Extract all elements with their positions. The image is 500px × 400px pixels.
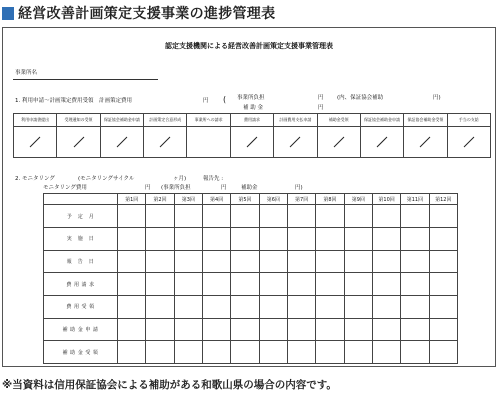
flow-header-cell: 計画費用支払申請 [274, 114, 317, 127]
monitoring-entry-cell[interactable] [316, 341, 344, 364]
monitoring-entry-cell[interactable] [259, 273, 287, 296]
section2-yen1: 円 [145, 185, 151, 191]
section1-business-burden: 事業所負担 [237, 95, 265, 101]
section1-subsidy: 補 助 金 [243, 105, 263, 111]
monitoring-entry-cell[interactable] [118, 318, 146, 341]
section1-yen2: 円 [318, 95, 324, 101]
monitoring-row [44, 273, 458, 296]
monitoring-entry-cell[interactable] [146, 295, 174, 318]
monitoring-entry-cell[interactable] [344, 295, 372, 318]
monitoring-column-header: 第8回 [316, 194, 344, 205]
monitoring-entry-cell[interactable] [372, 205, 400, 228]
flow-header-cell: 事業所への請求 [187, 114, 230, 127]
section2-subsidy: 補助金 [241, 185, 258, 191]
flow-header-cell: 保証協会補助金受領 [404, 114, 447, 127]
monitoring-entry-cell[interactable] [231, 227, 259, 250]
monitoring-entry-cell[interactable] [202, 250, 230, 273]
monitoring-entry-cell[interactable] [146, 341, 174, 364]
monitoring-entry-cell[interactable] [118, 295, 146, 318]
monitoring-entry-cell[interactable] [231, 341, 259, 364]
monitoring-entry-cell[interactable] [344, 318, 372, 341]
monitoring-row [44, 227, 458, 250]
monitoring-row-label: 補 助 金 申 請 [44, 318, 118, 341]
section2-cycle: (モニタリングサイクル [78, 176, 135, 182]
monitoring-entry-cell[interactable] [231, 250, 259, 273]
monitoring-entry-cell[interactable] [259, 250, 287, 273]
slash-mark-icon [28, 135, 42, 149]
monitoring-entry-cell[interactable] [202, 341, 230, 364]
monitoring-entry-cell[interactable] [287, 273, 315, 296]
monitoring-entry-cell[interactable] [146, 318, 174, 341]
monitoring-entry-cell[interactable] [174, 227, 202, 250]
monitoring-column-header: 第4回 [202, 194, 230, 205]
monitoring-column-header: 第6回 [259, 194, 287, 205]
monitoring-row [44, 318, 458, 341]
section2-cost-label: モニタリング費用 [43, 185, 87, 191]
monitoring-entry-cell[interactable] [372, 295, 400, 318]
monitoring-entry-cell[interactable] [344, 341, 372, 364]
monitoring-entry-cell[interactable] [202, 205, 230, 228]
slash-mark-icon [158, 135, 172, 149]
monitoring-entry-cell[interactable] [429, 295, 457, 318]
monitoring-entry-cell[interactable] [118, 227, 146, 250]
monitoring-entry-cell[interactable] [401, 250, 429, 273]
monitoring-entry-cell[interactable] [372, 273, 400, 296]
flow-entry-cell[interactable] [100, 127, 143, 158]
monitoring-entry-cell[interactable] [146, 273, 174, 296]
section2-label: 2. モニタリング [15, 176, 55, 182]
monitoring-entry-cell[interactable] [372, 227, 400, 250]
monitoring-row [44, 205, 458, 228]
monitoring-column-header: 第2回 [146, 194, 174, 205]
monitoring-entry-cell[interactable] [316, 295, 344, 318]
section1-yen1: 円 [203, 98, 209, 104]
monitoring-entry-cell[interactable] [231, 273, 259, 296]
flow-entry-cell[interactable] [404, 127, 447, 158]
monitoring-column-header: 第3回 [174, 194, 202, 205]
monitoring-entry-cell[interactable] [316, 273, 344, 296]
sheet-title: 認定支援機関による経営改善計画策定支援事業管理表 [165, 42, 333, 50]
monitoring-entry-cell[interactable] [372, 318, 400, 341]
monitoring-entry-cell[interactable] [174, 273, 202, 296]
monitoring-entry-cell[interactable] [344, 205, 372, 228]
monitoring-entry-cell[interactable] [174, 295, 202, 318]
monitoring-entry-cell[interactable] [316, 318, 344, 341]
section1-yen4: 円 [318, 105, 324, 111]
slash-mark-icon [288, 135, 302, 149]
monitoring-entry-cell[interactable] [146, 227, 174, 250]
monitoring-entry-cell[interactable] [202, 295, 230, 318]
monitoring-entry-cell[interactable] [401, 227, 429, 250]
monitoring-entry-cell[interactable] [146, 250, 174, 273]
flow-header-cell: 手当の支給 [447, 114, 490, 127]
slash-mark-icon [245, 135, 259, 149]
monitoring-entry-cell[interactable] [344, 273, 372, 296]
monitoring-entry-cell[interactable] [316, 250, 344, 273]
flow-entry-cell[interactable] [360, 127, 403, 158]
page-heading [2, 2, 275, 24]
flow-entry-cell[interactable] [187, 127, 230, 158]
monitoring-entry-cell[interactable] [316, 205, 344, 228]
section2-yen2: 円 [221, 185, 227, 191]
monitoring-entry-cell[interactable] [372, 250, 400, 273]
slash-mark-icon [375, 135, 389, 149]
section1-paren: ( [223, 95, 227, 104]
monitoring-entry-cell[interactable] [118, 205, 146, 228]
monitoring-row-label: 補 助 金 受 領 [44, 341, 118, 364]
monitoring-entry-cell[interactable] [259, 227, 287, 250]
slash-mark-icon [332, 135, 346, 149]
monitoring-entry-cell[interactable] [259, 205, 287, 228]
flow-entry-cell[interactable] [230, 127, 273, 158]
monitoring-entry-cell[interactable] [429, 227, 457, 250]
monitoring-entry-cell[interactable] [202, 318, 230, 341]
page-title: 経営改善計画策定支援事業の進捗管理表 [18, 6, 276, 22]
monitoring-entry-cell[interactable] [287, 318, 315, 341]
flow-header-cell: 費用請求 [230, 114, 273, 127]
flow-entry-cell[interactable] [447, 127, 490, 158]
monitoring-entry-cell[interactable] [231, 205, 259, 228]
monitoring-entry-cell[interactable] [429, 250, 457, 273]
monitoring-row-label: 実 施 日 [44, 227, 118, 250]
monitoring-column-header: 第9回 [344, 194, 372, 205]
monitoring-entry-cell[interactable] [287, 341, 315, 364]
monitoring-entry-cell[interactable] [259, 295, 287, 318]
monitoring-entry-cell[interactable] [174, 318, 202, 341]
monitoring-entry-cell[interactable] [401, 295, 429, 318]
flow-entry-cell[interactable] [57, 127, 100, 158]
section1-yen3: 円) [433, 95, 441, 101]
section2-report-to: 報告先 : [203, 176, 224, 182]
flow-entry-cell[interactable] [317, 127, 360, 158]
monitoring-entry-cell[interactable] [174, 205, 202, 228]
monitoring-entry-cell[interactable] [344, 250, 372, 273]
office-name-line [13, 79, 158, 80]
monitoring-entry-cell[interactable] [118, 341, 146, 364]
monitoring-entry-cell[interactable] [372, 341, 400, 364]
monitoring-entry-cell[interactable] [401, 205, 429, 228]
monitoring-table [43, 193, 458, 364]
monitoring-row-label: 費 用 受 領 [44, 295, 118, 318]
monitoring-entry-cell[interactable] [401, 318, 429, 341]
monitoring-corner-cell [44, 194, 118, 205]
monitoring-entry-cell[interactable] [174, 341, 202, 364]
monitoring-row [44, 250, 458, 273]
monitoring-entry-cell[interactable] [429, 273, 457, 296]
monitoring-entry-cell[interactable] [231, 295, 259, 318]
monitoring-column-header: 第11回 [401, 194, 429, 205]
monitoring-column-header: 第1回 [118, 194, 146, 205]
monitoring-column-header: 第7回 [287, 194, 315, 205]
management-sheet [2, 27, 496, 367]
monitoring-entry-cell[interactable] [429, 205, 457, 228]
monitoring-entry-cell[interactable] [259, 318, 287, 341]
section2-business-burden: (事業所負担 [161, 185, 191, 191]
monitoring-entry-cell[interactable] [174, 250, 202, 273]
monitoring-row [44, 295, 458, 318]
flow-entry-cell[interactable] [14, 127, 57, 158]
slash-mark-icon [115, 135, 129, 149]
flow-entry-cell[interactable] [274, 127, 317, 158]
monitoring-entry-cell[interactable] [401, 341, 429, 364]
monitoring-entry-cell[interactable] [344, 227, 372, 250]
monitoring-column-header: 第12回 [429, 194, 457, 205]
section2-months: ヶ月) [173, 176, 187, 182]
monitoring-row-label: 予 定 月 [44, 205, 118, 228]
monitoring-entry-cell[interactable] [287, 205, 315, 228]
monitoring-row-label: 報 告 日 [44, 250, 118, 273]
section1-guarantee-subsidy: (内、保証協会補助 [337, 95, 384, 101]
monitoring-entry-cell[interactable] [202, 273, 230, 296]
heading-marker-icon [2, 7, 14, 20]
flow-header-cell: 計画策定合意形成 [144, 114, 187, 127]
section1-label: 1. 利用申請～計画策定費用受領 計画策定費用 [15, 98, 132, 104]
monitoring-entry-cell[interactable] [429, 341, 457, 364]
monitoring-column-header: 第10回 [372, 194, 400, 205]
monitoring-entry-cell[interactable] [118, 273, 146, 296]
flow-header-cell: 補助金受領 [317, 114, 360, 127]
monitoring-entry-cell[interactable] [316, 227, 344, 250]
flow-entry-cell[interactable] [144, 127, 187, 158]
monitoring-entry-cell[interactable] [401, 273, 429, 296]
flow-header-cell: 保証協会補助金申請 [360, 114, 403, 127]
monitoring-row [44, 341, 458, 364]
flow-header-cell: 利用申請書提出 [14, 114, 57, 127]
monitoring-entry-cell[interactable] [287, 250, 315, 273]
monitoring-entry-cell[interactable] [202, 227, 230, 250]
monitoring-row-label: 費 用 請 求 [44, 273, 118, 296]
monitoring-entry-cell[interactable] [146, 205, 174, 228]
monitoring-entry-cell[interactable] [287, 227, 315, 250]
monitoring-entry-cell[interactable] [118, 250, 146, 273]
slash-mark-icon [462, 135, 476, 149]
flow-header-cell: 受理通知の受領 [57, 114, 100, 127]
section2-yen3: 円) [295, 185, 303, 191]
slash-mark-icon [418, 135, 432, 149]
footnote: ※当資料は信用保証協会による補助がある和歌山県の場合の内容です。 [2, 379, 337, 391]
process-flow-table [13, 113, 491, 158]
monitoring-entry-cell[interactable] [287, 295, 315, 318]
office-name-label: 事業所名 [15, 70, 38, 76]
flow-header-cell: 保証協会補助金申請 [100, 114, 143, 127]
slash-mark-icon [72, 135, 86, 149]
monitoring-column-header: 第5回 [231, 194, 259, 205]
monitoring-entry-cell[interactable] [429, 318, 457, 341]
monitoring-entry-cell[interactable] [231, 318, 259, 341]
monitoring-entry-cell[interactable] [259, 341, 287, 364]
